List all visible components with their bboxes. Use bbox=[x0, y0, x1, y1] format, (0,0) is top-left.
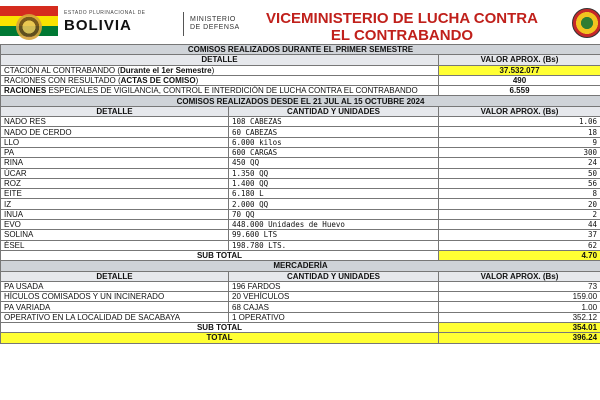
row-qty: 1 OPERATIVO bbox=[229, 312, 439, 322]
table-row bbox=[1, 127, 600, 137]
row-qty: 196 FARDOS bbox=[229, 281, 439, 291]
ministry-name bbox=[190, 16, 240, 32]
row-detail bbox=[1, 86, 439, 96]
row-detail: ROZ bbox=[1, 178, 229, 188]
table-row bbox=[1, 302, 600, 312]
row-qty: 6.180 L bbox=[229, 189, 439, 199]
row-qty: 99.600 LTS bbox=[229, 230, 439, 240]
table-row bbox=[1, 281, 600, 291]
title-line2: EL CONTRABANDO bbox=[330, 27, 474, 44]
row-label: RACIONES CON RESULTADO ( bbox=[4, 76, 121, 86]
table-row bbox=[1, 147, 600, 157]
row-detail bbox=[1, 75, 439, 85]
row-value: 50 bbox=[439, 168, 600, 178]
row-qty: 450 QQ bbox=[229, 158, 439, 168]
section2-subtotal-row bbox=[1, 250, 600, 260]
total-value: 396.24 bbox=[439, 333, 600, 343]
table-row bbox=[1, 240, 600, 250]
coat-of-arms-icon bbox=[16, 14, 42, 40]
row-qty: 68 CAJAS bbox=[229, 302, 439, 312]
row-value: 62 bbox=[439, 240, 600, 250]
section3-col-value: VALOR APROX. (Bs) bbox=[439, 271, 600, 281]
row-value: 24 bbox=[439, 158, 600, 168]
country-name: BOLIVIA bbox=[64, 17, 132, 34]
section1-header-row bbox=[1, 55, 600, 65]
row-value: 1.00 bbox=[439, 302, 600, 312]
row-qty: 6.000 kilos bbox=[229, 137, 439, 147]
row-label: CTACIÓN AL CONTRABANDO ( bbox=[4, 65, 121, 75]
row-value: 300 bbox=[439, 147, 600, 157]
section2-title: COMISOS REALIZADOS DESDE EL 21 JUL AL 15 OCTUBRE 2024 bbox=[1, 96, 600, 106]
subtotal-value: 4.70 bbox=[439, 250, 600, 260]
row-detail: EITE bbox=[1, 189, 229, 199]
table-row bbox=[1, 178, 600, 188]
section1-col-value: VALOR APROX. (Bs) bbox=[439, 55, 600, 65]
row-value: 44 bbox=[439, 220, 600, 230]
row-qty: 2.000 QQ bbox=[229, 199, 439, 209]
page-title bbox=[262, 10, 542, 44]
report-header bbox=[0, 0, 600, 44]
row-qty: 70 QQ bbox=[229, 209, 439, 219]
state-label: ESTADO PLURINACIONAL DE bbox=[64, 10, 146, 16]
table-row bbox=[1, 168, 600, 178]
row-detail: INUA bbox=[1, 209, 229, 219]
row-value: 6.559 bbox=[439, 86, 600, 96]
section2-col-value: VALOR APROX. (Bs) bbox=[439, 106, 600, 116]
row-detail: IZ bbox=[1, 199, 229, 209]
subtotal-label: SUB TOTAL bbox=[1, 323, 439, 333]
row-value: 159.00 bbox=[439, 292, 600, 302]
row-label-bold: ACTAS DE COMISO bbox=[120, 76, 196, 86]
row-detail: ÚCAR bbox=[1, 168, 229, 178]
row-value: 490 bbox=[439, 75, 600, 85]
row-label-end: ESPECIALES DE VIGILANCIA, CONTROL E INTERDICIÓN DE LUCHA CONTRA EL CONTRABANDO bbox=[46, 86, 418, 96]
row-value: 8 bbox=[439, 189, 600, 199]
row-detail: LLO bbox=[1, 137, 229, 147]
row-qty: 448.000 Unidades de Huevo bbox=[229, 220, 439, 230]
bolivia-flag-logo bbox=[0, 6, 58, 36]
row-value: 73 bbox=[439, 281, 600, 291]
section3-title-row bbox=[1, 261, 600, 271]
row-label-end: ) bbox=[211, 65, 215, 75]
row-qty: 198.780 LTS. bbox=[229, 240, 439, 250]
row-qty: 20 VEHÍCULOS bbox=[229, 292, 439, 302]
row-detail: PA USADA bbox=[1, 281, 229, 291]
ministry-line1: MINISTERIO bbox=[190, 16, 236, 23]
agency-badge-icon bbox=[572, 8, 600, 38]
table-row bbox=[1, 209, 600, 219]
row-value: 18 bbox=[439, 127, 600, 137]
row-qty: 60 CABEZAS bbox=[229, 127, 439, 137]
row-value: 37.532.077 bbox=[439, 65, 600, 75]
header-divider bbox=[183, 12, 184, 36]
table-row bbox=[1, 158, 600, 168]
table-row bbox=[1, 137, 600, 147]
ministry-line2: DE DEFENSA bbox=[190, 24, 240, 31]
seizure-report-table bbox=[0, 44, 600, 344]
table-row bbox=[1, 65, 600, 75]
row-label-bold: Durante el 1er Semestre bbox=[120, 65, 212, 75]
total-label: TOTAL bbox=[1, 333, 439, 343]
table-row bbox=[1, 189, 600, 199]
row-label-end: ) bbox=[195, 76, 199, 86]
subtotal-label: SUB TOTAL bbox=[1, 250, 439, 260]
section3-header-row bbox=[1, 271, 600, 281]
section3-subtotal-row bbox=[1, 323, 600, 333]
row-detail: PA bbox=[1, 147, 229, 157]
table-row bbox=[1, 86, 600, 96]
row-qty: 600 CARGAS bbox=[229, 147, 439, 157]
row-value: 352.12 bbox=[439, 312, 600, 322]
row-value: 20 bbox=[439, 199, 600, 209]
table-row bbox=[1, 117, 600, 127]
row-detail: NADO RES bbox=[1, 117, 229, 127]
table-row bbox=[1, 292, 600, 302]
row-detail bbox=[1, 65, 439, 75]
row-detail: NADO DE CERDO bbox=[1, 127, 229, 137]
section2-title-row bbox=[1, 96, 600, 106]
row-qty: 1.350 QQ bbox=[229, 168, 439, 178]
row-detail: RINA bbox=[1, 158, 229, 168]
subtotal-value: 354.01 bbox=[439, 323, 600, 333]
section3-col-qty: CANTIDAD Y UNIDADES bbox=[229, 271, 439, 281]
row-value: 56 bbox=[439, 178, 600, 188]
row-detail: EVO bbox=[1, 220, 229, 230]
title-line1: VICEMINISTERIO DE LUCHA CONTRA bbox=[266, 10, 538, 27]
section1-title-row bbox=[1, 45, 600, 55]
table-row bbox=[1, 75, 600, 85]
row-value: 2 bbox=[439, 209, 600, 219]
row-qty: 108 CABEZAS bbox=[229, 117, 439, 127]
table-row bbox=[1, 230, 600, 240]
table-row bbox=[1, 312, 600, 322]
row-detail: SOLINA bbox=[1, 230, 229, 240]
row-qty: 1.400 QQ bbox=[229, 178, 439, 188]
row-detail: HÍCULOS COMISADOS Y UN INCINERADO bbox=[1, 292, 229, 302]
row-detail: ÉSEL bbox=[1, 240, 229, 250]
section3-col-detail: DETALLE bbox=[1, 271, 229, 281]
row-value: 1.06 bbox=[439, 117, 600, 127]
row-detail: OPERATIVO EN LA LOCALIDAD DE SACABAYA bbox=[1, 312, 229, 322]
section2-header-row bbox=[1, 106, 600, 116]
section1-title: COMISOS REALIZADOS DURANTE EL PRIMER SEMESTRE bbox=[1, 45, 600, 55]
row-value: 37 bbox=[439, 230, 600, 240]
total-row bbox=[1, 333, 600, 343]
section3-title: MERCADERÍA bbox=[1, 261, 600, 271]
table-row bbox=[1, 220, 600, 230]
section1-col-detail: DETALLE bbox=[1, 55, 439, 65]
section2-col-qty: CANTIDAD Y UNIDADES bbox=[229, 106, 439, 116]
section2-col-detail: DETALLE bbox=[1, 106, 229, 116]
row-detail: PA VARIADA bbox=[1, 302, 229, 312]
row-value: 9 bbox=[439, 137, 600, 147]
table-row bbox=[1, 199, 600, 209]
row-label: RACIONES bbox=[4, 86, 47, 96]
